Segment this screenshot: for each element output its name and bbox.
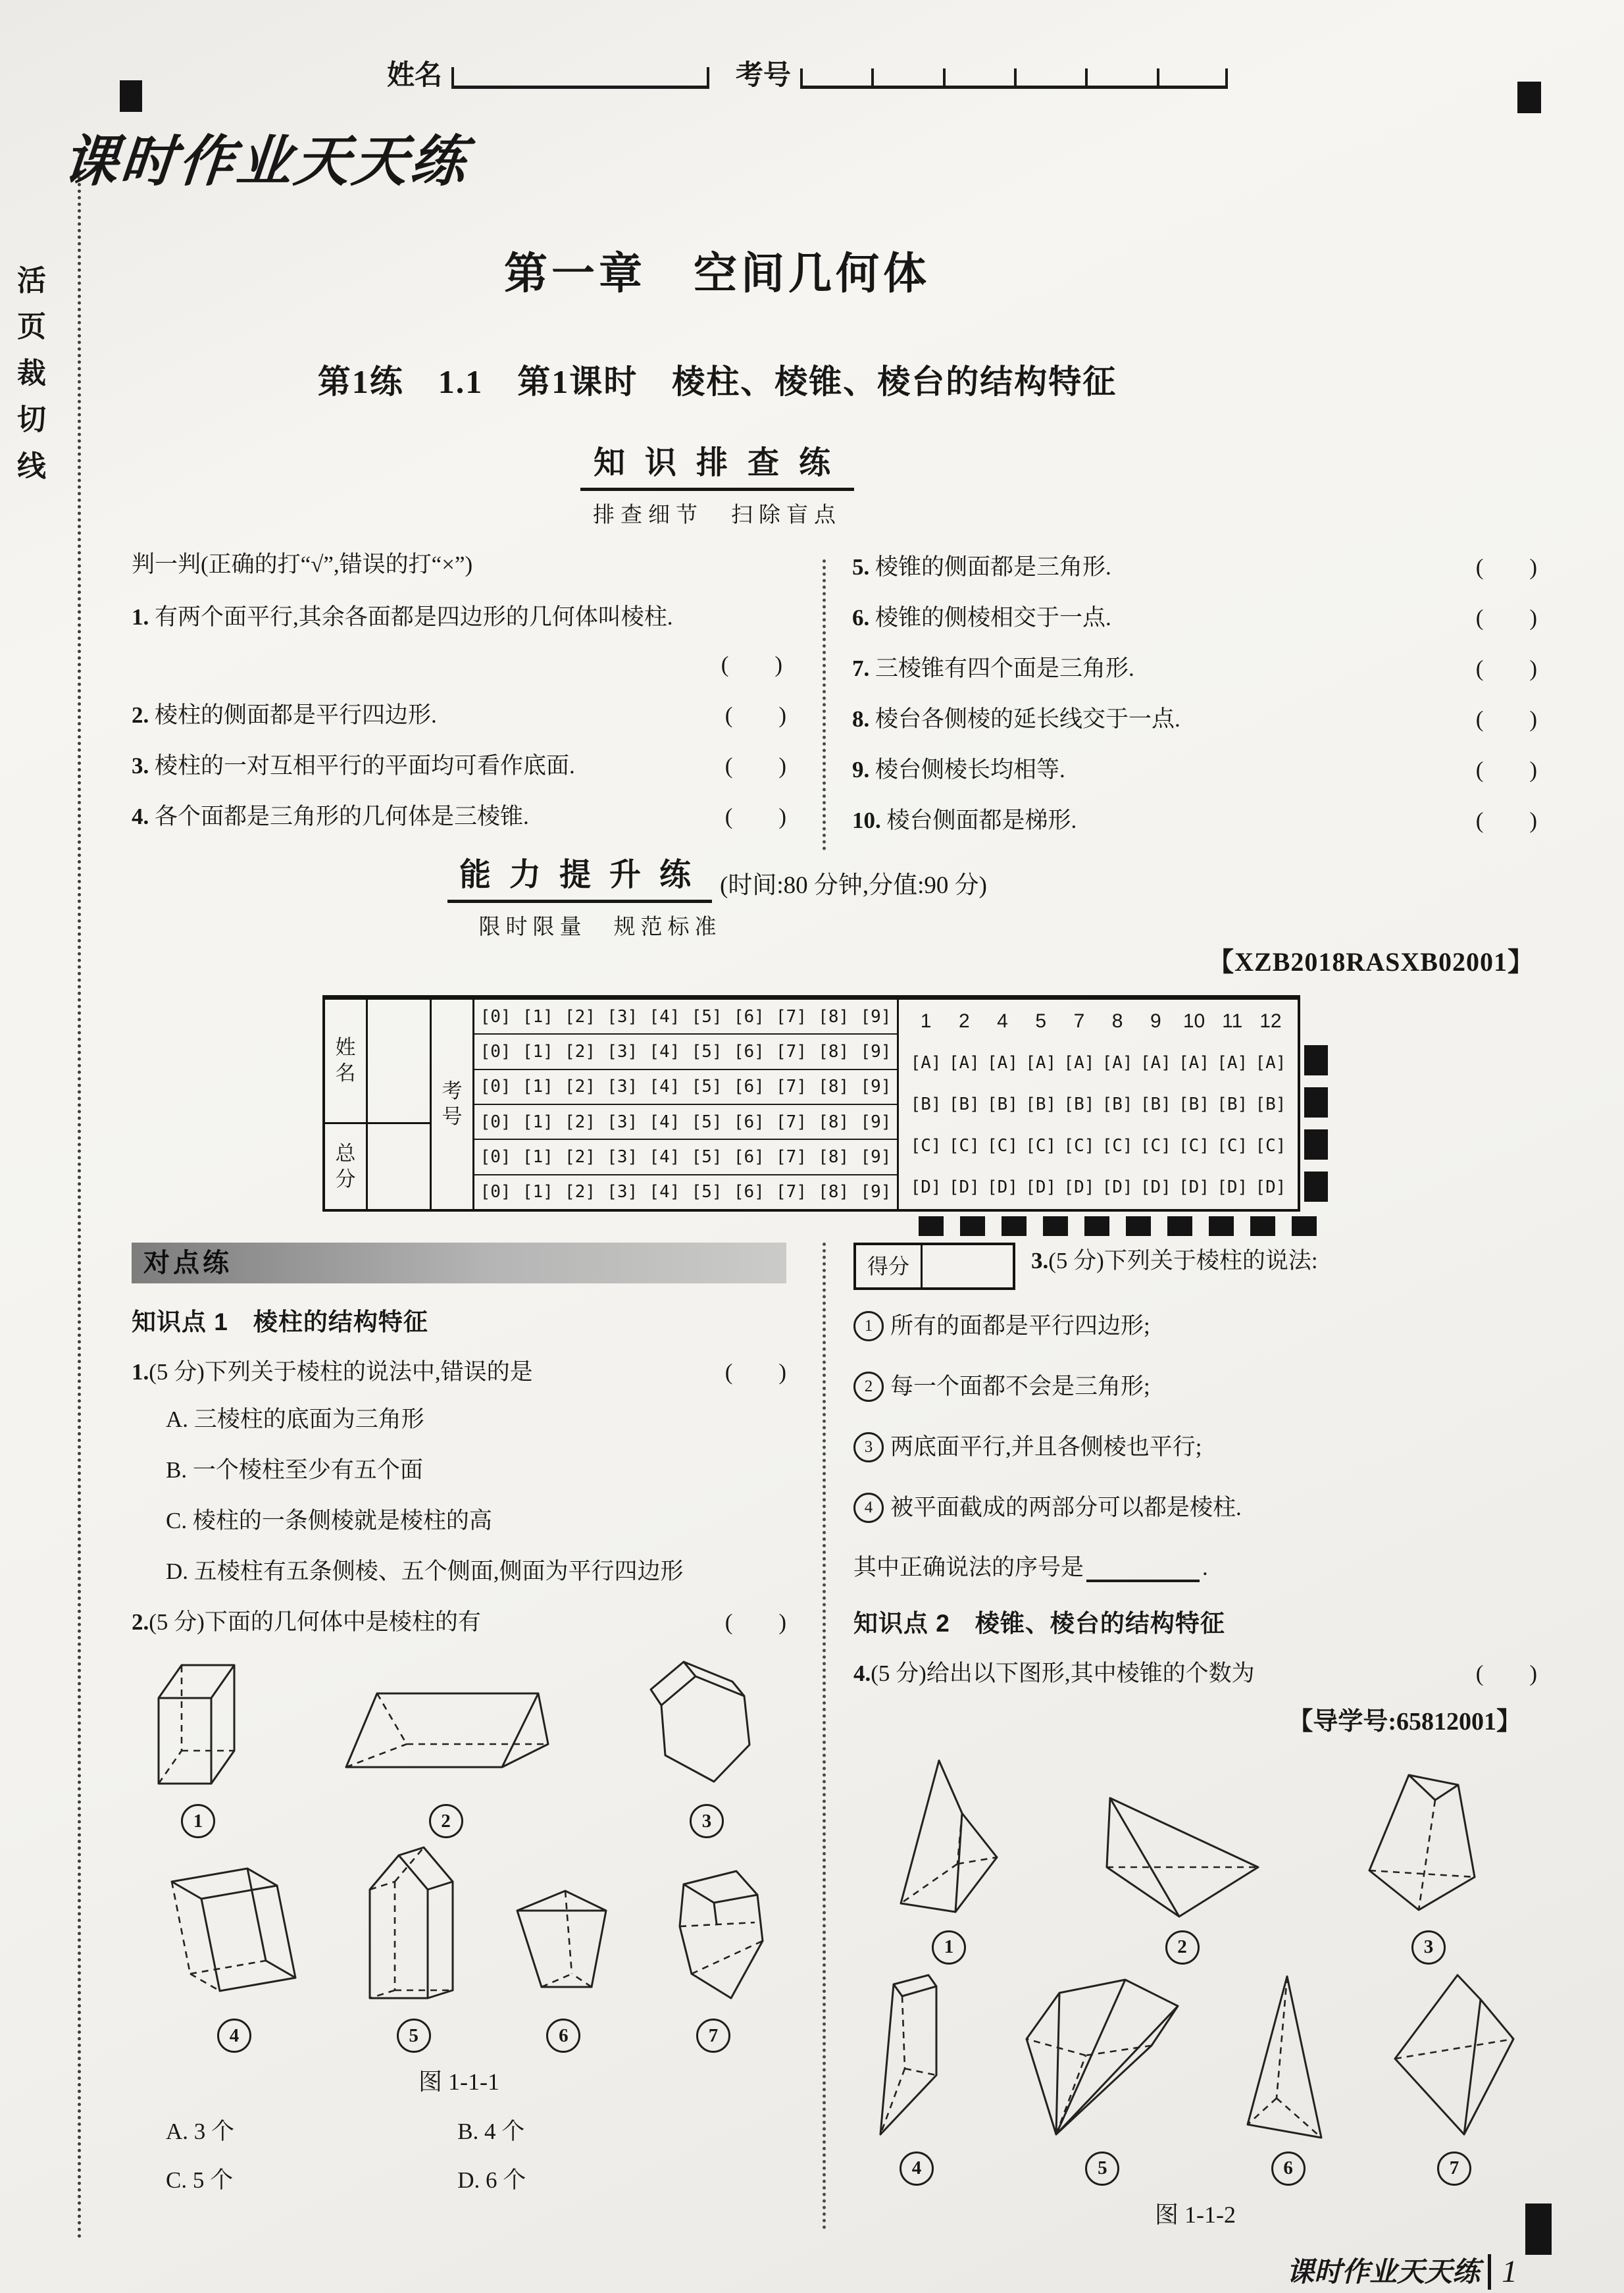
oblique-prism-figure-icon <box>1359 1768 1498 1920</box>
answer-card-write-column <box>368 1000 432 1209</box>
exam-no-write-line <box>800 62 1228 89</box>
circled-number: 1 <box>853 1311 884 1341</box>
practice-right-column <box>853 1243 1537 2292</box>
q2-answer-a: A. 3 个 <box>166 2118 235 2144</box>
tetrahedron-figure-icon <box>1097 1788 1268 1920</box>
digit-grid <box>474 1000 899 1209</box>
figure-1-1-1-row-2 <box>132 1843 786 2053</box>
figure-item <box>1242 1970 1334 2186</box>
question-1-option-b: B. 一个棱柱至少有五个面 <box>166 1456 423 1483</box>
figure-label: 6 <box>1271 2151 1306 2186</box>
triangular-frustum-figure-icon <box>507 1883 619 2008</box>
question-1-option-c: C. 棱柱的一条侧棱就是棱柱的高 <box>166 1507 492 1533</box>
chapter-title: 第一章 空间几何体 <box>504 250 930 298</box>
wedge-solid-figure-icon <box>871 1970 963 2141</box>
ability-subtitle: 限时限量 规范标准 <box>478 915 722 939</box>
name-write-line <box>451 61 709 89</box>
figure-label: 2 <box>429 1804 463 1838</box>
figure-1-1-2-caption: 图 1-1-2 <box>1155 2201 1236 2228</box>
answer-card-label-column <box>325 1000 368 1209</box>
question-1: 1.(5 分)下列关于棱柱的说法中,错误的是 ( ) <box>132 1358 786 1387</box>
q3-fill-line: 其中正确说法的序号是 . <box>853 1553 1537 1582</box>
knowledge-check-subtitle: 排查细节 扫除盲点 <box>593 503 842 527</box>
score-label: 得分 <box>856 1245 923 1287</box>
figure-item <box>1097 1788 1268 1965</box>
timing-mark <box>1304 1129 1328 1160</box>
registration-mark-top-left <box>120 80 142 112</box>
workbook-brand-title: 课时作业天天练 <box>60 130 471 192</box>
question-3: 3.(5 分)下列关于棱柱的说法: <box>1031 1248 1318 1274</box>
pyramid-figure-icon <box>893 1755 1005 1920</box>
true-false-left-column <box>132 550 786 858</box>
figure-label: 6 <box>546 2019 580 2053</box>
option-letter-row: [A] [A] [A] [A] [A] [A] [A] [A] [A] [A] <box>910 1053 1286 1073</box>
card-name-write-cell <box>368 1000 430 1124</box>
column-divider <box>823 1243 826 2230</box>
question-number-row: 1 2 4 5 7 8 9 10 11 12 <box>920 1010 1282 1033</box>
cut-line-label: 活页裁切线 <box>17 265 46 482</box>
card-total-write-cell <box>368 1124 430 1209</box>
question-2-answers-row-2 <box>166 2166 786 2195</box>
tf-question-8: 8. 棱台各侧棱的延长线交于一点. ( ) <box>852 705 1537 734</box>
column-divider <box>823 559 826 850</box>
kite-polyhedron-figure-icon <box>1388 1970 1520 2141</box>
figure-item <box>341 1682 551 1838</box>
hexagonal-pyramid-figure-icon <box>1017 1970 1188 2141</box>
q2-answer-d: D. 6 个 <box>457 2167 526 2193</box>
answer-paren: ( ) <box>1475 605 1537 631</box>
tf-question-2: 2. 棱柱的侧面都是平行四边形. ( ) <box>132 701 786 730</box>
pentagonal-prism-figure-icon <box>358 1843 470 2008</box>
tf-question-9: 9. 棱台侧棱长均相等. ( ) <box>852 756 1537 785</box>
answer-paren: ( ) <box>1475 1660 1537 1686</box>
knowledge-check-header <box>99 437 1336 528</box>
figure-item <box>1359 1768 1498 1965</box>
knowledge-point-2: 知识点 2 棱锥、棱台的结构特征 <box>853 1610 1225 1637</box>
digit-row: [0] [1] [2] [3] [4] [5] [6] [7] [8] [9] <box>474 1000 897 1035</box>
judge-instruction: 判一判(正确的打“√”,错误的打“×”) <box>132 552 473 577</box>
figure-item <box>644 1655 769 1838</box>
card-total-label: 总分 <box>335 1141 356 1191</box>
digit-row: [0] [1] [2] [3] [4] [5] [6] [7] [8] [9] <box>480 1182 892 1202</box>
circled-number: 4 <box>853 1493 884 1523</box>
answer-paren: ( ) <box>724 804 786 830</box>
option-letter-row: [B] [B] [B] [B] [B] [B] [B] [B] [B] [B] <box>910 1094 1286 1114</box>
answer-card-examno-column <box>432 1000 474 1209</box>
timing-mark <box>1304 1172 1328 1202</box>
q3-statement-2: 2 每一个面都不会是三角形; <box>853 1372 1537 1402</box>
answer-paren: ( ) <box>1475 757 1537 783</box>
figure-item <box>871 1970 963 2186</box>
figure-label: 4 <box>900 2151 934 2186</box>
figure-1-1-1-row-1 <box>132 1655 786 1838</box>
figure-label: 4 <box>217 2019 251 2053</box>
q2-answer-b: B. 4 个 <box>457 2118 525 2144</box>
figure-label: 5 <box>397 2019 431 2053</box>
tf-question-5: 5. 棱锥的侧面都是三角形. ( ) <box>852 553 1537 582</box>
answer-paren: ( ) <box>1475 554 1537 580</box>
true-false-section <box>132 550 1537 858</box>
figure-item <box>149 1857 320 2053</box>
duidian-band-title: 对点练 <box>143 1248 232 1277</box>
timing-mark <box>1304 1045 1328 1075</box>
answer-paren: ( ) <box>724 702 786 729</box>
tf-question-4: 4. 各个面都是三角形的几何体是三棱锥. ( ) <box>132 802 786 831</box>
tf-question-6: 6. 棱锥的侧棱相交于一点. ( ) <box>852 604 1537 632</box>
slim-tetrahedron-figure-icon <box>1242 1970 1334 2141</box>
figure-1-1-1-caption: 图 1-1-1 <box>419 2069 499 2096</box>
digit-row: [0] [1] [2] [3] [4] [5] [6] [7] [8] [9] <box>474 1105 897 1140</box>
digit-row: [0] [1] [2] [3] [4] [5] [6] [7] [8] [9] <box>474 1070 897 1105</box>
question-4: 4.(5 分)给出以下图形,其中棱锥的个数为 ( ) <box>853 1659 1537 1688</box>
answer-paren: ( ) <box>724 753 786 779</box>
ability-time-note: (时间:80 分钟,分值:90 分) <box>720 872 987 899</box>
circled-number: 3 <box>853 1432 884 1462</box>
q3-statement-1: 1 所有的面都是平行四边形; <box>853 1311 1537 1341</box>
answer-paren: ( ) <box>1475 656 1537 682</box>
figure-1-1-2-row-1 <box>853 1755 1537 1965</box>
triangular-prism-figure-icon <box>341 1682 551 1793</box>
option-letter-row: [C] [C] [C] [C] [C] [C] [C] [C] [C] [C] <box>910 1135 1286 1156</box>
option-letter-row: [D] [D] [D] [D] [D] [D] [D] [D] [D] [D] <box>910 1177 1286 1197</box>
footer-brand: 课时作业天天练 <box>1286 2255 1480 2287</box>
tf-question-1: 1. 有两个面平行,其余各面都是四边形的几何体叫棱柱. ( ) <box>132 604 782 678</box>
figure-1-1-2-row-2 <box>853 1970 1537 2186</box>
lesson-title: 第1练 1.1 第1课时 棱柱、棱锥、棱台的结构特征 <box>317 363 1117 400</box>
practice-section <box>132 1243 1537 2292</box>
figure-item <box>1388 1970 1520 2186</box>
question-2: 2.(5 分)下面的几何体中是棱柱的有 ( ) <box>132 1608 786 1637</box>
figure-label: 7 <box>696 2019 730 2053</box>
answer-card <box>322 995 1300 1212</box>
figure-label: 5 <box>1085 2151 1119 2186</box>
answer-paren: ( ) <box>721 652 782 678</box>
irregular-polyhedron-figure-icon <box>657 1863 769 2008</box>
question-3-header <box>853 1243 1537 1290</box>
card-name-label: 姓名 <box>335 1036 356 1085</box>
figure-item <box>1017 1970 1188 2186</box>
knowledge-point-1: 知识点 1 棱柱的结构特征 <box>132 1308 428 1335</box>
card-bottom-marks <box>919 1216 1317 1236</box>
name-label: 姓名 <box>387 59 443 90</box>
figure-item <box>507 1883 619 2053</box>
guide-code: 【导学号:65812001】 <box>1288 1707 1521 1736</box>
score-box <box>853 1243 1015 1290</box>
footer-page-number: 1 <box>1502 2254 1517 2290</box>
tf-question-3: 3. 棱柱的一对互相平行的平面均可看作底面. ( ) <box>132 752 786 781</box>
ability-section-header <box>99 849 1336 940</box>
answer-paren: ( ) <box>724 1358 786 1385</box>
exam-no-label: 考号 <box>736 59 792 90</box>
q3-statement-4: 4 被平面截成的两部分可以都是棱柱. <box>853 1493 1537 1523</box>
question-1-option-a: A. 三棱柱的底面为三角形 <box>166 1406 424 1432</box>
circled-number: 2 <box>853 1372 884 1402</box>
tf-question-7: 7. 三棱锥有四个面是三角形. ( ) <box>852 654 1537 683</box>
question-1-option-d: D. 五棱柱有五条侧棱、五个侧面,侧面为平行四边形 <box>166 1558 684 1584</box>
q3-statement-3: 3 两底面平行,并且各侧棱也平行; <box>853 1432 1537 1462</box>
digit-row: [0] [1] [2] [3] [4] [5] [6] [7] [8] [9] <box>474 1140 897 1175</box>
digit-row: [0] [1] [2] [3] [4] [5] [6] [7] [8] [9] <box>474 1035 897 1069</box>
figure-item <box>893 1755 1005 1965</box>
tf-question-10: 10. 棱台侧面都是梯形. ( ) <box>852 806 1537 835</box>
q2-answer-c: C. 5 个 <box>166 2167 234 2193</box>
hexagonal-prism-figure-icon <box>644 1655 769 1793</box>
paper-code: 【XZB2018RASXB02001】 <box>1207 947 1535 977</box>
answer-paren: ( ) <box>1475 808 1537 834</box>
figure-label: 3 <box>1411 1930 1446 1965</box>
figure-label: 2 <box>1165 1930 1200 1965</box>
practice-left-column <box>132 1243 786 2292</box>
figure-item <box>358 1843 470 2053</box>
figure-label: 1 <box>932 1930 966 1965</box>
cuboid-figure-icon <box>149 1655 247 1793</box>
bubble-section <box>899 1000 1298 1209</box>
fill-blank <box>1086 1556 1200 1582</box>
true-false-right-column <box>852 553 1537 858</box>
figure-item <box>149 1655 247 1838</box>
cut-dashed-line <box>78 150 81 2240</box>
figure-item <box>657 1863 769 2053</box>
knowledge-check-title: 知识排查练 <box>580 437 854 491</box>
figure-label: 7 <box>1437 2151 1471 2186</box>
figure-label: 1 <box>181 1804 215 1838</box>
page-footer <box>853 2252 1537 2292</box>
timing-mark <box>1304 1087 1328 1118</box>
ability-title: 能力提升练 <box>447 849 712 903</box>
footer-divider <box>1488 2254 1491 2290</box>
top-fill-in-header <box>387 61 1525 89</box>
figure-label: 3 <box>690 1804 724 1838</box>
question-2-answers-row-1 <box>166 2117 786 2146</box>
answer-paren: ( ) <box>1475 706 1537 733</box>
score-write-cell <box>923 1245 1013 1287</box>
oblique-parallelepiped-figure-icon <box>149 1857 320 2008</box>
answer-paren: ( ) <box>724 1609 786 1636</box>
card-exam-label: 考号 <box>442 1079 463 1128</box>
duidian-band <box>132 1243 786 1283</box>
